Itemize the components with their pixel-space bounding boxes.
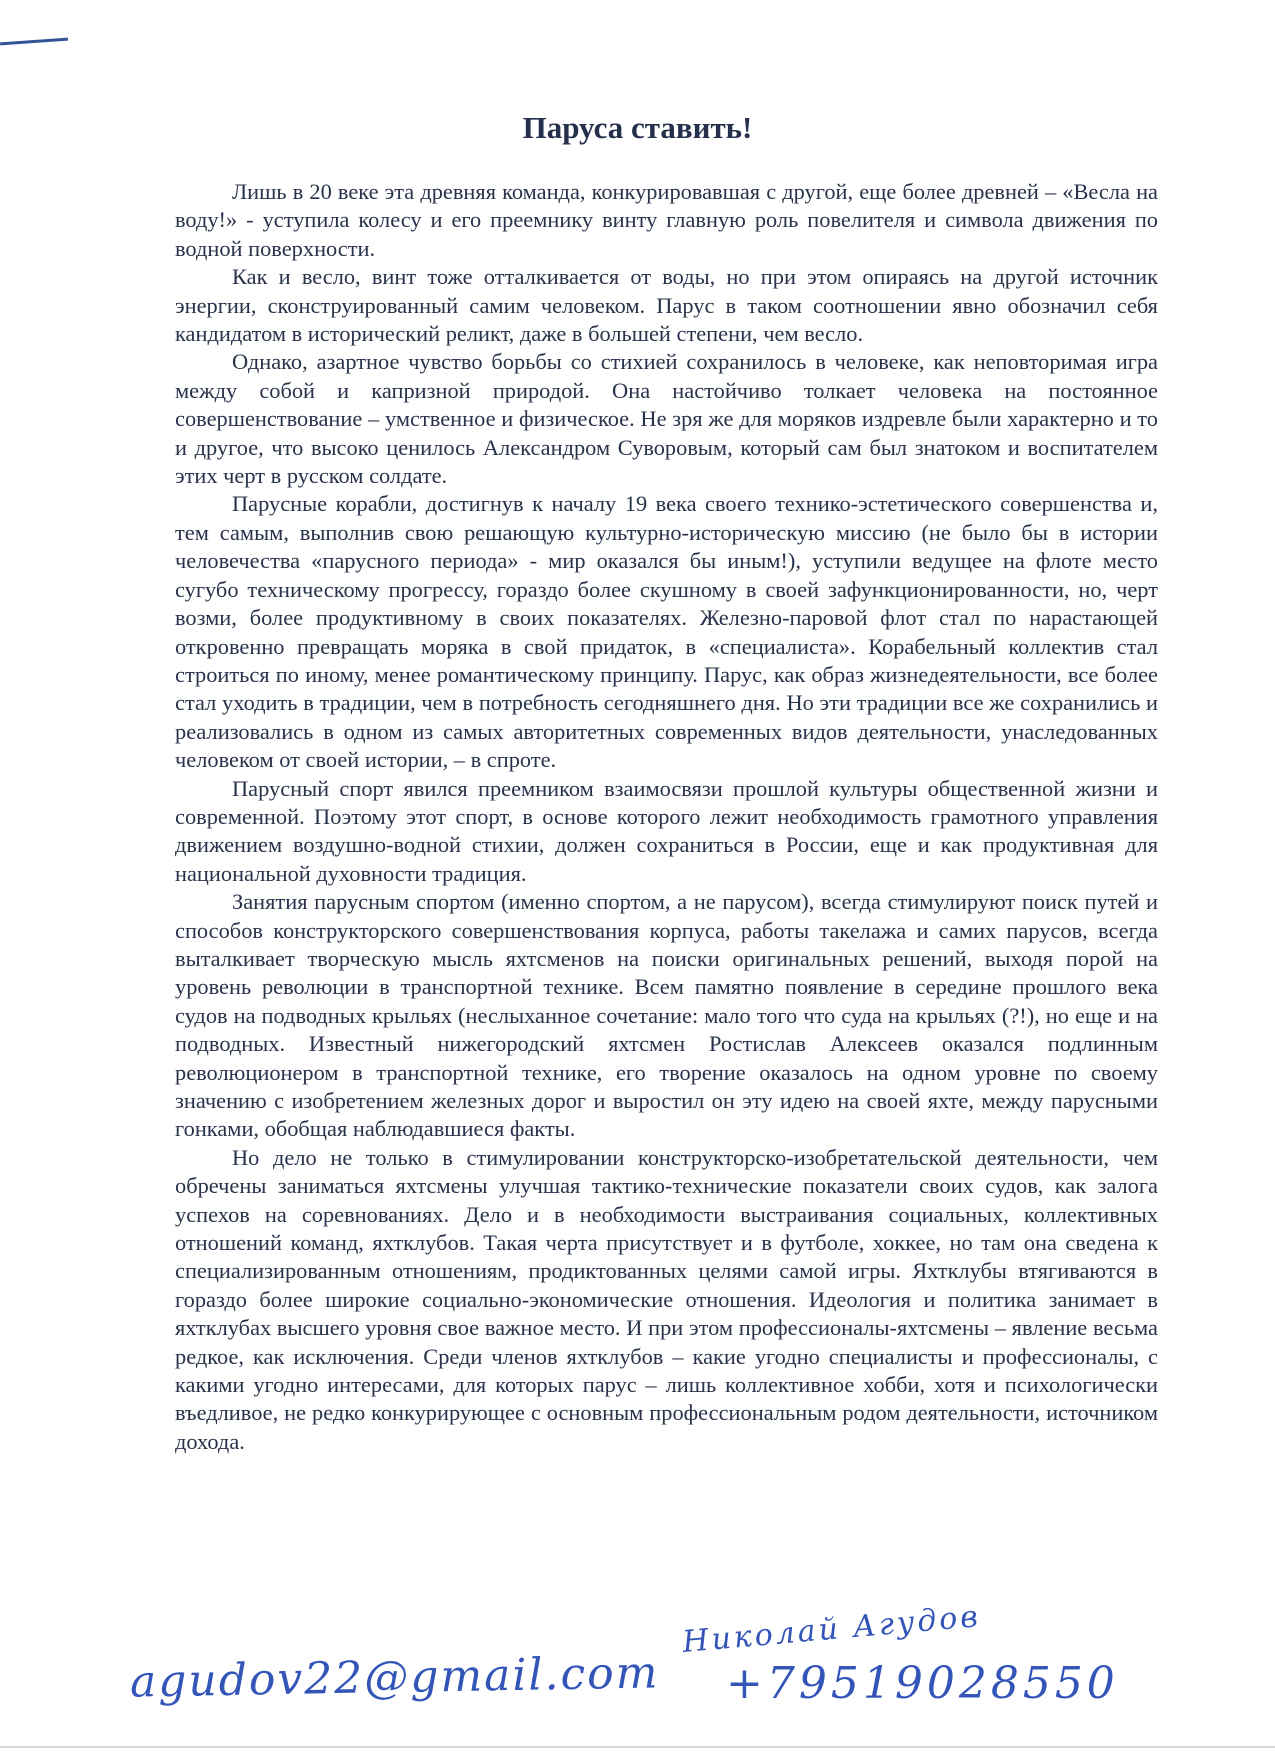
- handwritten-email: agudov22@gmail.com: [129, 1647, 660, 1708]
- page-bottom-edge: [0, 1746, 1275, 1748]
- scan-pen-mark: [0, 38, 68, 46]
- paragraph: Лишь в 20 веке эта древняя команда, конкурировавшая с другой, еще более древней – «Весла на воду!» - уступила колесу и его преемнику винту главную роль повелителя и символа движения по водной поверхности.: [175, 179, 1158, 261]
- paragraph: Занятия парусным спортом (именно спортом, а не парусом), всегда стимулируют поиск путей и способов конструкторского совершенствования корпуса, работы такелажа и самих парусов, всегда выталкивает творческую мысль яхтсменов на поиски оригинальных решений, выходя порой на уровень революции в транспортной технике. Всем памятно появление в середине прошлого века судов на подводных крыльях (неслыханное сочетание: мало того что суда на крыльях (?!), но еще и на подводных. Известный нижегородский яхтсмен Ростислав Алексеев оказался подлинным революционером в транспортной технике, его творение оказалось на одном уровне по своему значению с изобретением железных дорог и выростил он эту идею на своей яхте, между парусными гонками, обобщая наблюдавшиеся факты.: [175, 889, 1158, 1142]
- paragraph: Как и весло, винт тоже отталкивается от воды, но при этом опираясь на другой источник энергии, сконструированный самим человеком. Парус в таком соотношении явно обозначил себя кандидатом в исторический реликт, даже в большей степени, чем весло.: [175, 264, 1158, 347]
- paragraph: Парусный спорт явился преемником взаимосвязи прошлой культуры общественной жизни и современной. Поэтому этот спорт, в основе которого лежит необходимость грамотного управления движением воздушно-водной стихии, должен сохраниться в России, еще и как продуктивная для национальной духовности традиция.: [175, 775, 1158, 886]
- paragraph: Парусные корабли, достигнув к началу 19 века своего технико-эстетического совершенства и, тем самым, выполнив свою решающую культурно-историческую миссию (не было бы в истории человечества «парусного периода» - мир оказался бы иным!), уступили ведущее на флоте место сугубо техническому прогрессу, гораздо более скушному в своей зафункционированности, но, черт возми, более продуктивному в своих показателях. Железно-паровой флот стал по нарастающей откровенно превращать моряка в свой придаток, в «специалиста». Корабельный коллектив стал строиться по иному, менее романтическому принципу. Парус, как образ жизнедеятельности, все более стал уходить в традиции, чем в потребность сегодняшнего дня. Но эти традиции все же сохранились и реализовались в одном из самых авторитетных современных видов деятельности, унаследованных человеком от своей истории, – в спроте.: [175, 491, 1158, 773]
- handwritten-author-name: Николай Агудов: [681, 1599, 983, 1660]
- paragraph: Но дело не только в стимулировании конструкторско-изобретательской деятельности, чем обречены заниматься яхтсмены улучшая тактико-технические показатели своих судов, как залога успехов на соревнованиях. Дело и в необходимости выстраивания социальных, коллективных отношений команд, яхтклубов. Такая черта присутствует и в футболе, хоккее, но там она сведена к специализированным отношениям, продиктованных целями самой игры. Яхтклубы втягиваются в гораздо более широкие социально-экономические отношения. Идеология и политика занимает в яхтклубах высшего уровня свое важное место. И при этом профессионалы-яхтсмены – явление весьма редкое, как исключения. Среди членов яхтклубов – какие угодно специалисты и профессионалы, с какими угодно интересами, для которых парус – лишь коллективное хобби, хотя и психологически въедливое, не редко конкурирующее с основным профессиональным родом деятельности, источником дохода.: [175, 1144, 1158, 1454]
- handwritten-phone: +79519028550: [726, 1658, 1119, 1709]
- article-body: [175, 178, 1158, 1456]
- page-title: Паруса ставить!: [522, 110, 753, 145]
- paragraph: Однако, азартное чувство борьбы со стихией сохранилось в человеке, как неповторимая игра между собой и капризной природой. Она настойчиво толкает человека на постоянное совершенствование – умственное и физическое. Не зря же для моряков издревле были характерно и то и другое, что высоко ценилось Александром Суворовым, который сам был знатоком и воспитателем этих черт в русском солдате.: [175, 349, 1158, 489]
